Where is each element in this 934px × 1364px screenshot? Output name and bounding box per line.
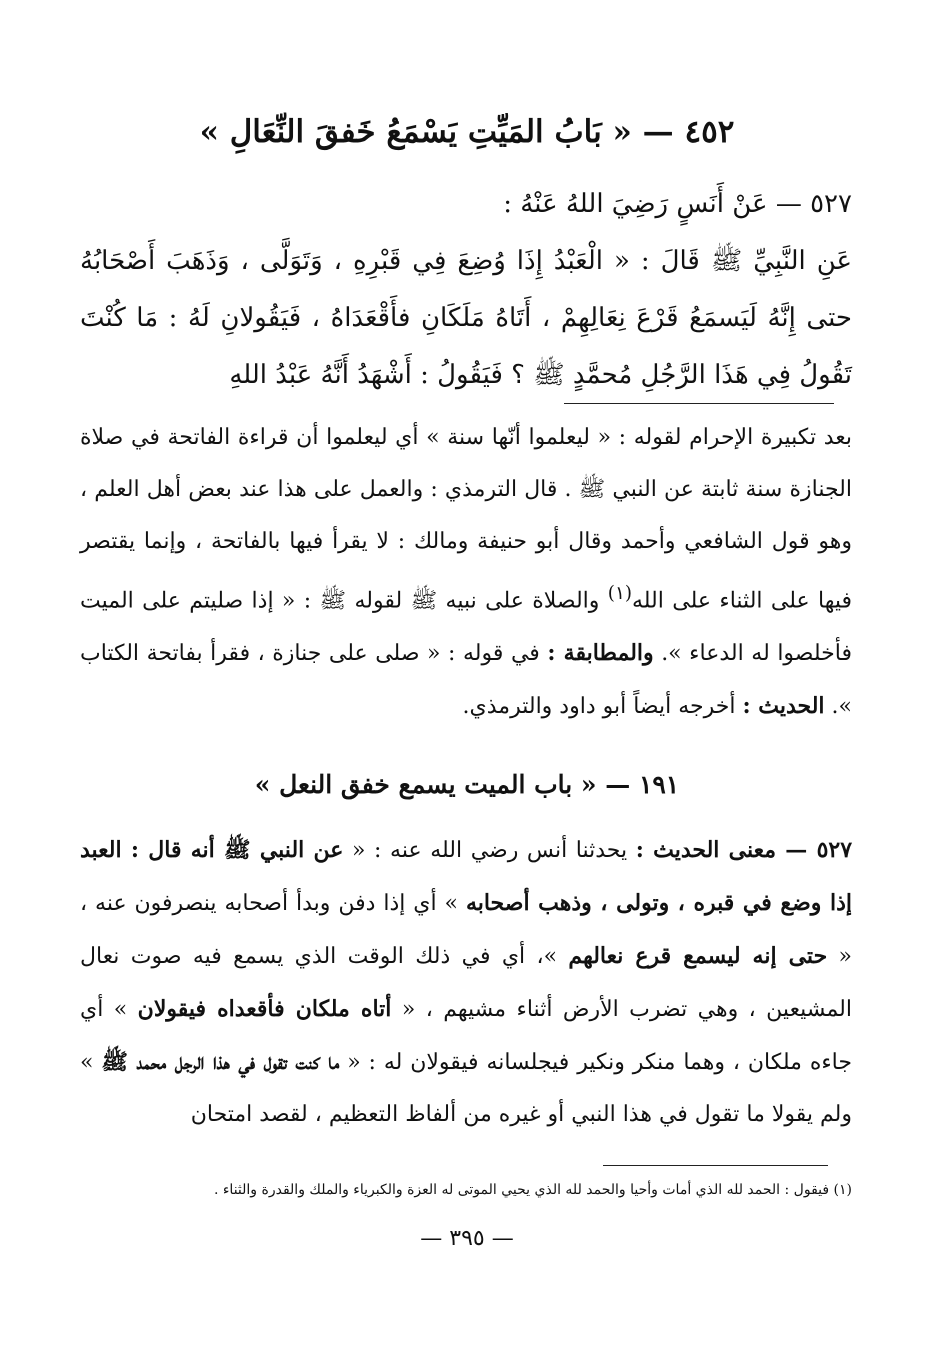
meaning-paragraph (80, 824, 852, 1141)
footnote-divider (603, 1165, 828, 1166)
footnote-text: (١) فيقول : الحمد لله الذي أمات وأحيا والحمد لله الذي يحيي الموتى له العزة والكبرياء والملك والقدرة والثناء . (213, 1182, 852, 1198)
footnote-ref: (١) (607, 583, 632, 604)
meaning-text-2: » أي إذا دفن وبدأ أصحابه ينصرفون عنه ، « (80, 891, 852, 969)
hadith-number-line: ٥٢٧ — عَنْ أَنَسٍ رَضِيَ اللهُ عَنْهُ : (503, 189, 852, 219)
hadith-source-text: أخرجه أيضاً أبو داود والترمذي. (462, 694, 743, 720)
meaning-quote-4: ما كنت تقول في هذا الرجل محمد ﷺ (101, 1049, 340, 1075)
commentary-paragraph (80, 412, 852, 733)
meaning-block (80, 824, 852, 1141)
matching-label: والمطابقة : (547, 640, 654, 667)
hadith-text-block (80, 176, 852, 404)
hadith-source-label: الحديث : (742, 693, 825, 720)
page-number: — ٣٩٥ — (420, 1226, 514, 1251)
section-title: ١٩١ — « باب الميت يسمع خفق النعل » (254, 770, 680, 799)
meaning-text-5: » ولم يقولا ما تقول في هذا النبي أو غيره من ألفاظ التعظيم ، لقصد امتحان (80, 1050, 852, 1127)
footnote-block (80, 1178, 852, 1202)
meaning-quote-1: عن النبي ﷺ أنه قال : العبد إذا وضع في قبره ، وتولى ، وذهب أصحابه (80, 837, 852, 916)
hadith-divider (564, 403, 834, 404)
hadith-body: عَنِ النَّبِيِّ ﷺ قَالَ : « الْعَبْدُ إِذَا وُضِعَ فِي قَبْرِهِ ، وَتَوَلَّى ، وَذَهَبَ أَصْحَابُهُ حتى إِنَّهُ لَيَسمَعُ قَرْعَ نِعَالِهِمْ ، أَتَاهُ مَلَكَانِ فأَقْعَدَاهُ ، فَيَقُولانِ لَهُ : مَا كُنْتَ تَقُولُ فِي هَذَا الرَّجُلِ مُحمَّدٍ ﷺ ؟ فَيَقُولُ : أَشْهَدُ أَنَّهُ عَبْدُ اللهِ (80, 246, 852, 390)
meaning-text-3: »، أي في ذلك الوقت الذي يسمع فيه صوت نعال المشيعين ، وهي تضرب الأرض أثناء مشيهم ، « (80, 944, 852, 1022)
chapter-title: ٤٥٢ — « بَابُ المَيِّتِ يَسْمَعُ خَفقَ النِّعَالِ » (199, 114, 735, 150)
meaning-lead: ٥٢٧ — معنى الحديث : (635, 837, 853, 863)
commentary-text: بعد تكبيرة الإحرام لقوله : « ليعلموا أنّها سنة » أي ليعلموا أن قراءة الفاتحة في صلاة الجنازة سنة ثابتة عن النبي ﷺ . قال الترمذي : والعمل على هذا عند بعض أهل العلم ، وهو قول الشافعي وأحمد وقال أبو حنيفة ومالك : لا يقرأ فيها بالفاتحة ، وإنما يقتصر فيها على الثناء على الله (80, 425, 853, 614)
meaning-text-1: يحدثنا أنس رضي الله عنه : « (343, 838, 636, 863)
meaning-text-4: » أي جاءه ملكان ، وهما منكر ونكير فيجلسانه فيقولان له : « (80, 997, 852, 1075)
commentary-block (80, 412, 852, 733)
meaning-quote-2: حتى إنه ليسمع قرع نعالهم (568, 943, 828, 969)
commentary-text-cont: والصلاة على نبيه ﷺ لقوله ﷺ : « إذا صليتم على الميت فأخلصوا له الدعاء ». (80, 588, 852, 667)
meaning-quote-3: أتاه ملكان فأقعداه فيقولان (137, 996, 392, 1022)
matching-text: في قوله : « صلى على جنازة ، فقرأ بفاتحة الكتاب ». (80, 641, 852, 720)
